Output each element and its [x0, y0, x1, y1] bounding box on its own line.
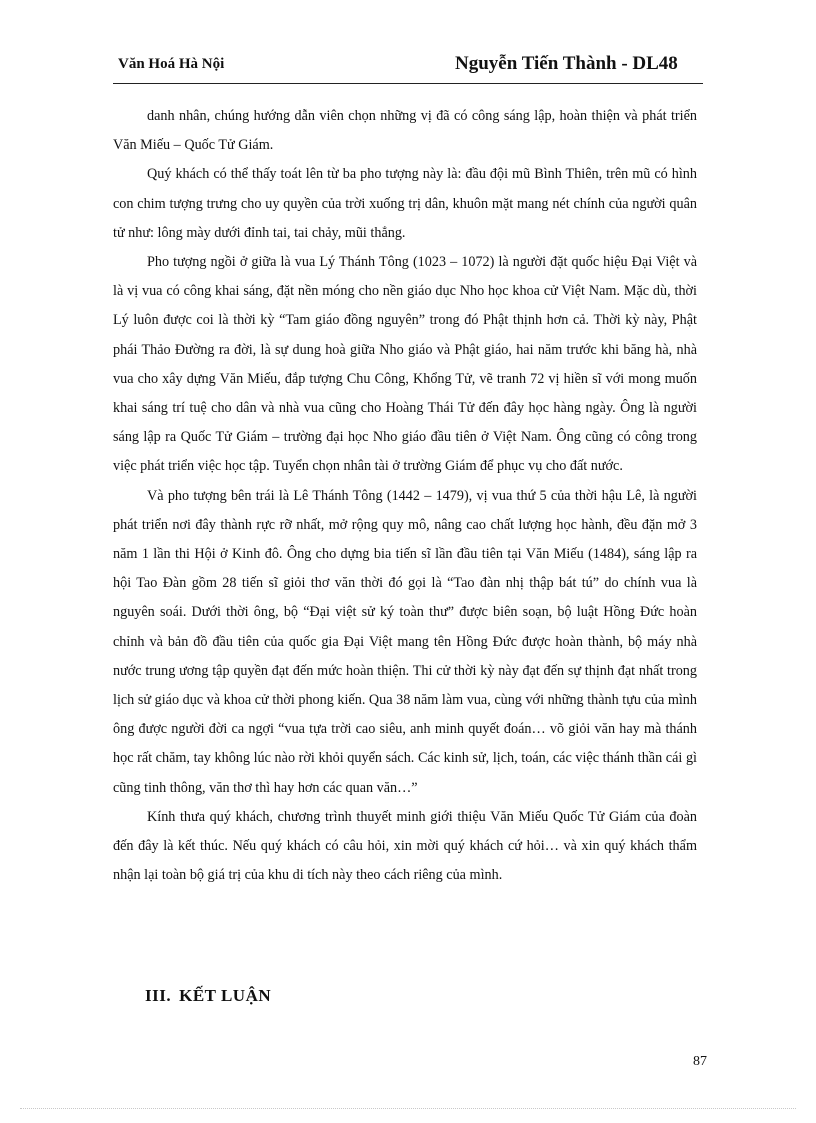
- body-text: [113, 102, 697, 890]
- page-number: 87: [693, 1054, 707, 1069]
- section-number: III.: [145, 986, 172, 1005]
- paragraph-5: Kính thưa quý khách, chương trình thuyết minh giới thiệu Văn Miếu Quốc Tử Giám của đoàn đến đây là kết thúc. Nếu quý khách có câu hỏi, xin mời quý khách cứ hỏi… và xin quý khách thẩm nhận lại toàn bộ giá trị của khu di tích này theo cách riêng của mình.: [113, 808, 697, 884]
- section-heading: [145, 986, 279, 1006]
- page-header-right: Nguyễn Tiến Thành - DL48: [455, 53, 678, 74]
- footer-divider: [20, 1108, 796, 1109]
- header-rule: [113, 83, 703, 84]
- paragraph-1: danh nhân, chúng hướng dẫn viên chọn những vị đã có công sáng lập, hoàn thiện và phát triển Văn Miếu – Quốc Tử Giám.: [113, 108, 697, 154]
- page-header-left: Văn Hoá Hà Nội: [118, 56, 225, 72]
- paragraph-2: Quý khách có thể thấy toát lên từ ba pho tượng này là: đầu đội mũ Bình Thiên, trên mũ có hình con chim tượng trưng cho uy quyền của trời xuống trị dân, khuôn mặt mang nét chính của người quân tử như: lông mày dưới đỉnh tai, tai chảy, mũi thẳng.: [113, 166, 697, 241]
- paragraph-3: Pho tượng ngồi ở giữa là vua Lý Thánh Tông (1023 – 1072) là người đặt quốc hiệu Đại Việt và là vị vua có công khai sáng, đặt nền móng cho nền giáo dục Nho học khoa cử Việt Nam. Mặc dù, thời Lý luôn được coi là thời kỳ “Tam giáo đồng nguyên” trong đó Phật thịnh hơn cả. Thời kỳ này, Phật phái Thảo Đường ra đời, là sự dung hoà giữa Nho giáo và Phật giáo, hai năm trước khi băng hà, nhà vua cho xây dựng Văn Miếu, đắp tượng Chu Công, Khổng Tử, vẽ tranh 72 vị hiền sĩ với mong muốn khai sáng trí tuệ cho dân và nhà vua cũng cho Hoàng Thái Tử đến đây học hàng ngày. Ông là người sáng lập ra Quốc Tử Giám – trường đại học Nho giáo đầu tiên ở Việt Nam. Ông cũng có công trong việc phát triển việc học tập. Tuyển chọn nhân tài ở trường Giám để phục vụ cho đất nước.: [113, 254, 697, 475]
- section-title: KẾT LUẬN: [179, 986, 272, 1005]
- paragraph-4: Và pho tượng bên trái là Lê Thánh Tông (1442 – 1479), vị vua thứ 5 của thời hậu Lê, là người phát triển nơi đây thành rực rỡ nhất, mở rộng quy mô, nâng cao chất lượng học hành, đều đặn mở 3 năm 1 lần thi Hội ở Kinh đô. Ông cho dựng bia tiến sĩ lần đầu tiên tại Văn Miếu (1484), sáng lập ra hội Tao Đàn gồm 28 tiến sĩ giỏi thơ văn thời đó gọi là “Tao đàn nhị thập bát tú” do chính vua là nguyên soái. Dưới thời ông, bộ “Đại việt sử ký toàn thư” được biên soạn, bộ luật Hồng Đức hoàn chỉnh và bản đồ đầu tiên của quốc gia Đại Việt mang tên Hồng Đức được hoàn thành, bộ máy nhà nước trung ương tập quyền đạt đến mức hoàn thiện. Thi cử thời kỳ này đạt đến sự thịnh đạt nhất trong lịch sử giáo dục và khoa cử thời phong kiến. Qua 38 năm làm vua, cùng với những thành tựu của mình ông được người đời ca ngợi “vua tựa trời cao siêu, anh minh quyết đoán… võ giỏi văn hay mà thánh học rất chăm, tay không lúc nào rời khỏi quyển sách. Các kinh sử, lịch, toán, các việc thánh thần cái gì cũng tinh thông, văn thơ thì hay hơn các quan văn…”: [113, 487, 697, 796]
